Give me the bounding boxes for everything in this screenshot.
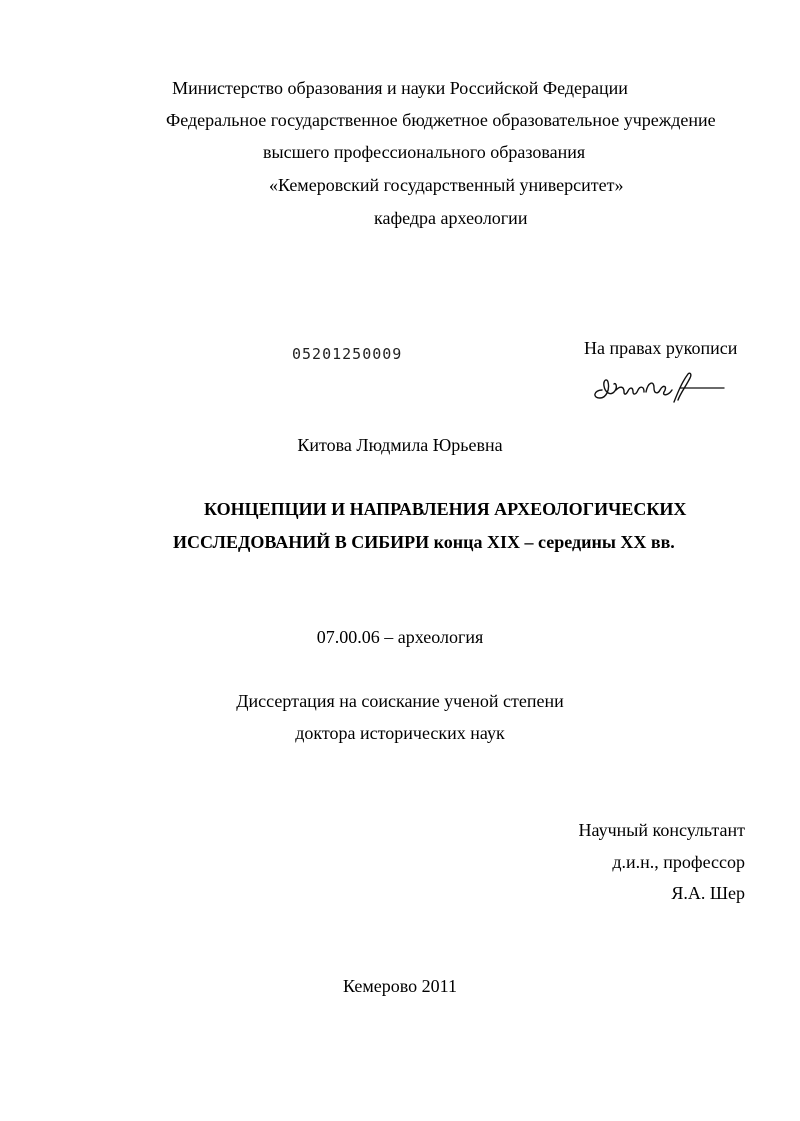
ministry-line: Министерство образования и науки Российской Федерации (172, 78, 628, 98)
degree-line-2: доктора исторических наук (295, 723, 505, 743)
university-name: «Кемеровский государственный университет» (269, 175, 624, 195)
dissertation-title-line-2: ИССЛЕДОВАНИЙ В СИБИРИ конца XIX – середины XX вв. (173, 532, 675, 552)
dissertation-title-line-1: КОНЦЕПЦИИ И НАПРАВЛЕНИЯ АРХЕОЛОГИЧЕСКИХ (204, 499, 687, 519)
specialty-code: 07.00.06 – археология (316, 627, 484, 647)
manuscript-rights: На правах рукописи (584, 338, 738, 358)
document-code: 05201250009 (292, 345, 403, 363)
consultant-label: Научный консультант (578, 820, 745, 840)
consultant-rank: д.и.н., профессор (612, 852, 745, 872)
degree-line-1: Диссертация на соискание ученой степени (236, 691, 564, 711)
consultant-name: Я.А. Шер (671, 883, 745, 903)
department-name: кафедра археологии (374, 208, 528, 228)
signature-icon (588, 368, 728, 408)
institution-line-1: Федеральное государственное бюджетное образовательное учреждение (166, 110, 716, 130)
city-year: Кемерово 2011 (343, 976, 457, 996)
institution-line-2: высшего профессионального образования (263, 142, 586, 162)
author-name: Китова Людмила Юрьевна (297, 435, 503, 455)
